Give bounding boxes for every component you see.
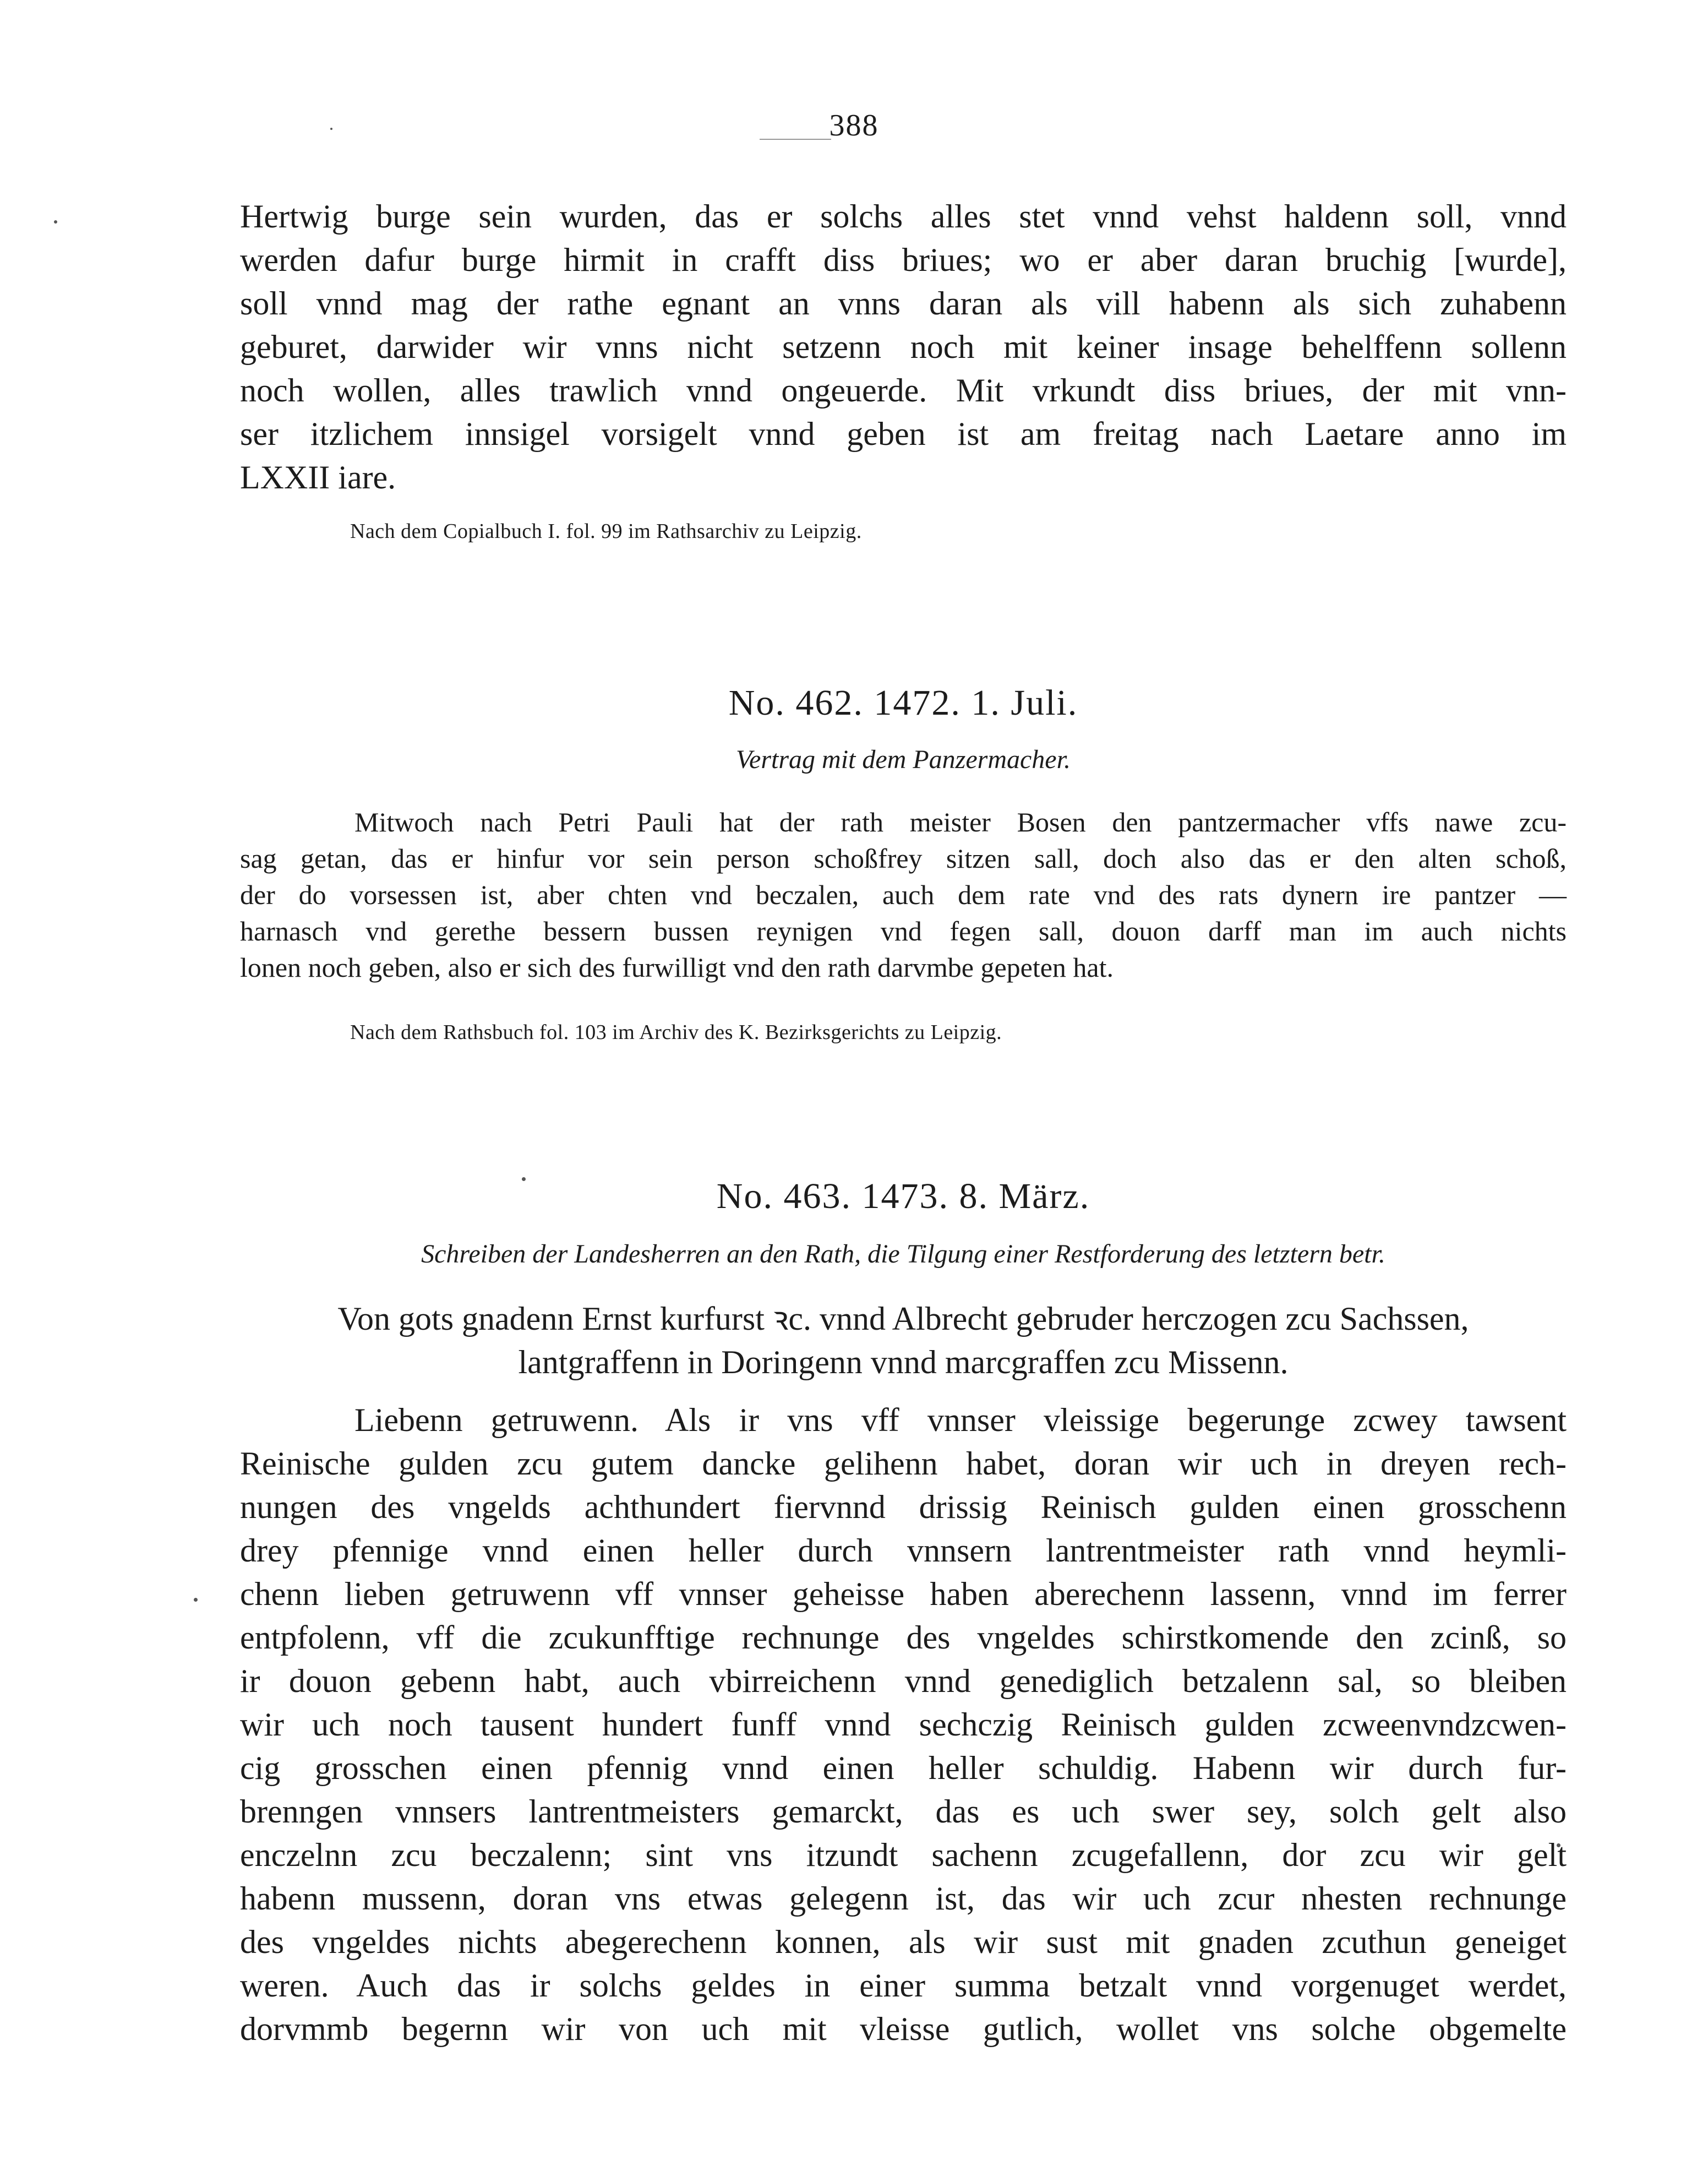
- text-line: Hertwig burge sein wurden, das er solchs alles stet vnnd vehst haldenn soll, vnnd: [240, 198, 1567, 235]
- document-subtitle: Schreiben der Landesherren an den Rath, die Tilgung einer Restforderung des letztern betr.: [421, 1239, 1385, 1269]
- text-line: soll vnnd mag der rathe egnant an vnns daran als vill habenn als sich zuhabenn: [240, 285, 1567, 322]
- scan-speck: [194, 1598, 198, 1602]
- page-number: 388: [829, 108, 879, 143]
- text-line: harnasch vnd gerethe bessern bussen reynigen vnd fegen sall, douon darff man im auch nichts: [240, 916, 1567, 946]
- text-line: noch wollen, alles trawlich vnnd ongeuerde. Mit vrkundt diss briues, der mit vnn-: [240, 372, 1567, 409]
- scan-speck: [54, 220, 57, 224]
- document-salutation: [240, 1297, 1567, 1384]
- text-line: Mitwoch nach Petri Pauli hat der rath meister Bosen den pantzermacher vffs nawe zcu-: [354, 807, 1567, 837]
- text-line: entpfolenn, vff die zcukunfftige rechnunge des vngeldes schirstkomende den zcinß, so: [240, 1619, 1567, 1656]
- document-heading: No. 463. 1473. 8. März.: [716, 1176, 1090, 1216]
- text-line: weren. Auch das ir solchs geldes in einer summa betzalt vnnd vorgenuget werdet,: [240, 1967, 1567, 2004]
- letter-text: [240, 1399, 1567, 2051]
- text-line: des vngeldes nichts abegerechenn konnen, als wir sust mit gnaden zcuthun geneiget: [240, 1924, 1567, 1960]
- text-line: brenngen vnnsers lantrentmeisters gemarckt, das es uch swer sey, solch gelt also: [240, 1793, 1567, 1830]
- text-line: LXXII iare.: [240, 459, 396, 496]
- text-line: lonen noch geben, also er sich des furwilligt vnd den rath darvmbe gepeten hat.: [240, 952, 1114, 983]
- source-note: Nach dem Rathsbuch fol. 103 im Archiv des K. Bezirksgerichts zu Leipzig.: [350, 1021, 1002, 1044]
- text-line: geburet, darwider wir vnns nicht setzenn noch mit keiner insage behelffenn sollenn: [240, 329, 1567, 365]
- source-note: Nach dem Copialbuch I. fol. 99 im Rathsarchiv zu Leipzig.: [350, 520, 862, 543]
- text-line: ir douon gebenn habt, auch vbirreichenn vnnd genediglich betzalenn sal, so bleiben: [240, 1663, 1567, 1699]
- text-line: enczelnn zcu beczalenn; sint vns itzundt sachenn zcugefallenn, dor zcu wir gelt: [240, 1837, 1567, 1873]
- document-subtitle: Vertrag mit dem Panzermacher.: [736, 745, 1071, 774]
- text-line: cig grosschen einen pfennig vnnd einen heller schuldig. Habenn wir durch fur-: [240, 1750, 1567, 1786]
- text-line: drey pfennige vnnd einen heller durch vnnsern lantrentmeister rath vnnd heymli-: [240, 1532, 1567, 1569]
- text-line: habenn mussenn, doran vns etwas gelegenn ist, das wir uch zcur nhesten rechnunge: [240, 1880, 1567, 1917]
- text-line: Reinische gulden zcu gutem dancke gelihenn habet, doran wir uch in dreyen rech-: [240, 1445, 1567, 1482]
- document-heading: No. 462. 1472. 1. Juli.: [728, 683, 1078, 723]
- text-line: werden dafur burge hirmit in crafft diss briues; wo er aber daran bruchig [wurde],: [240, 242, 1567, 278]
- text-line: dorvmmb begernn wir von uch mit vleisse gutlich, wollet vns solche obgemelte: [240, 2011, 1567, 2047]
- paragraph: [240, 1399, 1567, 2051]
- text-line: lantgraffenn in Doringenn vnnd marcgraffen zcu Missenn.: [518, 1344, 1289, 1380]
- text-line: Liebenn getruwenn. Als ir vns vff vnnser vleissige begerunge zcwey tawsent: [354, 1402, 1567, 1438]
- paragraph: [240, 195, 1567, 499]
- text-line: Von gots gnadenn Ernst kurfurst ꝛc. vnnd Albrecht gebruder herczogen zcu Sachssen,: [337, 1301, 1469, 1337]
- paragraph: [240, 804, 1567, 986]
- text-line: ser itzlichem innsigel vorsigelt vnnd geben ist am freitag nach Laetare anno im: [240, 416, 1567, 452]
- continuation-text: [240, 195, 1567, 499]
- text-line: chenn lieben getruwenn vff vnnser geheisse haben aberechenn lassenn, vnnd im ferrer: [240, 1576, 1567, 1612]
- regest-text: [240, 804, 1567, 986]
- text-line: der do vorsessen ist, aber chten vnd beczalen, auch dem rate vnd des rats dynern ire pantzer —: [240, 879, 1567, 910]
- text-line: sag getan, das er hinfur vor sein person schoßfrey sitzen sall, doch also das er den alten schoß,: [240, 843, 1567, 874]
- text-line: nungen des vngelds achthundert fiervnnd drissig Reinisch gulden einen grosschenn: [240, 1489, 1567, 1525]
- text-line: wir uch noch tausent hundert funff vnnd sechczig Reinisch gulden zcweenvndzcwen-: [240, 1706, 1567, 1743]
